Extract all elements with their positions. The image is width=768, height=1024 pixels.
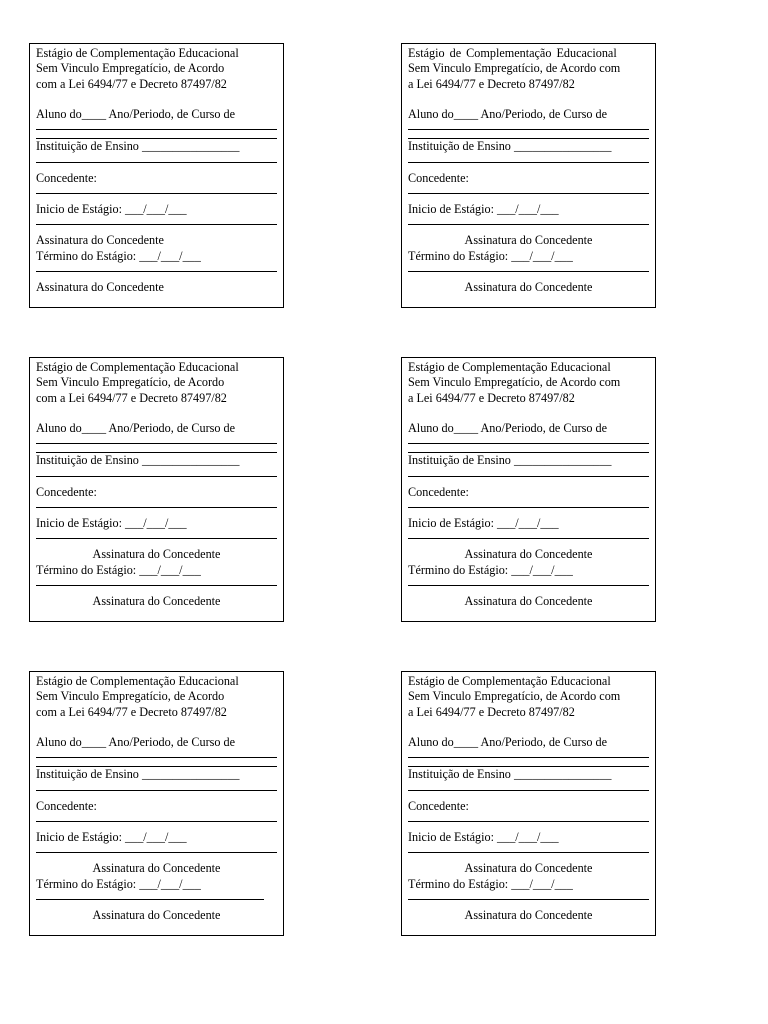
instituicao-line: Instituição de Ensino ________________: [408, 453, 612, 468]
assinatura-label: Assinatura do Concedente: [464, 547, 593, 562]
card-header-line-3: a Lei 6494/77 e Decreto 87497/82: [408, 76, 575, 91]
blank-line: [36, 814, 277, 822]
signature-line: [36, 892, 264, 900]
card-header-line-1: Estágio de Complementação Educacional: [408, 46, 617, 60]
internship-card-2: [401, 43, 656, 308]
termino-line: Término do Estágio: ___/___/___: [408, 562, 573, 577]
instituicao-line: Instituição de Ensino ________________: [36, 767, 240, 782]
assinatura-label: Assinatura do Concedente: [36, 279, 164, 294]
blank-line: [408, 186, 649, 194]
assinatura-label: Assinatura do Concedente: [464, 279, 593, 294]
card-header-line-2: Sem Vinculo Empregatício, de Acordo: [36, 61, 225, 76]
aluno-line: Aluno do____ Ano/Periodo, de Curso de: [36, 421, 236, 436]
inicio-line: Inicio de Estágio: ___/___/___: [408, 830, 559, 845]
blank-line: [408, 750, 649, 758]
blank-line: [36, 783, 277, 791]
termino-line: Término do Estágio: ___/___/___: [408, 876, 573, 891]
assinatura-label: Assinatura do Concedente: [464, 233, 593, 248]
signature-line: [408, 892, 649, 900]
blank-line: [408, 469, 649, 477]
blank-line: [36, 500, 277, 508]
card-header-line-3: com a Lei 6494/77 e Decreto 87497/82: [36, 390, 227, 405]
instituicao-line: Instituição de Ensino ________________: [36, 453, 240, 468]
concedente-line: Concedente:: [408, 798, 469, 813]
aluno-line: Aluno do____ Ano/Periodo, de Curso de: [36, 735, 236, 750]
card-header-line-2: Sem Vinculo Empregatício, de Acordo: [36, 375, 225, 390]
termino-line: Término do Estágio: ___/___/___: [36, 562, 201, 577]
concedente-line: Concedente:: [408, 170, 469, 185]
blank-line: [36, 122, 277, 130]
concedente-line: Concedente:: [36, 170, 97, 185]
inicio-line: Inicio de Estágio: ___/___/___: [36, 202, 187, 217]
blank-line: [408, 500, 649, 508]
inicio-line: Inicio de Estágio: ___/___/___: [408, 516, 559, 531]
instituicao-line: Instituição de Ensino ________________: [36, 139, 240, 154]
termino-line: Término do Estágio: ___/___/___: [36, 876, 201, 891]
concedente-line: Concedente:: [36, 798, 97, 813]
assinatura-label: Assinatura do Concedente: [464, 907, 593, 922]
internship-card-6: [401, 671, 656, 936]
assinatura-label: Assinatura do Concedente: [92, 547, 221, 562]
signature-line: [36, 264, 277, 272]
aluno-line: Aluno do____ Ano/Periodo, de Curso de: [408, 421, 608, 436]
concedente-line: Concedente:: [36, 484, 97, 499]
signature-line: [36, 531, 277, 539]
instituicao-line: Instituição de Ensino ________________: [408, 767, 612, 782]
card-header-line-3: com a Lei 6494/77 e Decreto 87497/82: [36, 76, 227, 91]
card-header-line-3: a Lei 6494/77 e Decreto 87497/82: [408, 704, 575, 719]
card-header-line-3: a Lei 6494/77 e Decreto 87497/82: [408, 390, 575, 405]
termino-line: Término do Estágio: ___/___/___: [408, 248, 573, 263]
card-header-line-1: Estágio de Complementação Educacional: [36, 46, 239, 60]
blank-line: [36, 186, 277, 194]
assinatura-label: Assinatura do Concedente: [464, 593, 593, 608]
assinatura-label: Assinatura do Concedente: [92, 907, 221, 922]
signature-line: [408, 264, 649, 272]
inicio-line: Inicio de Estágio: ___/___/___: [36, 516, 187, 531]
signature-line: [408, 217, 649, 225]
signature-line: [36, 217, 277, 225]
blank-line: [408, 436, 649, 444]
inicio-line: Inicio de Estágio: ___/___/___: [36, 830, 187, 845]
aluno-line: Aluno do____ Ano/Periodo, de Curso de: [408, 735, 608, 750]
card-header-line-1: Estágio de Complementação Educacional: [36, 674, 239, 688]
blank-line: [408, 783, 649, 791]
card-header-line-2: Sem Vinculo Empregatício, de Acordo com: [408, 61, 621, 76]
blank-line: [36, 750, 277, 758]
card-header-line-2: Sem Vinculo Empregatício, de Acordo: [36, 689, 225, 704]
blank-line: [408, 155, 649, 163]
aluno-line: Aluno do____ Ano/Periodo, de Curso de: [408, 107, 608, 122]
aluno-line: Aluno do____ Ano/Periodo, de Curso de: [36, 107, 236, 122]
termino-line: Término do Estágio: ___/___/___: [36, 248, 201, 263]
signature-line: [408, 845, 649, 853]
signature-line: [36, 845, 277, 853]
concedente-line: Concedente:: [408, 484, 469, 499]
card-header-line-2: Sem Vinculo Empregatício, de Acordo com: [408, 375, 621, 390]
internship-card-5: [29, 671, 284, 936]
assinatura-label: Assinatura do Concedente: [464, 861, 593, 876]
card-header-line-1: Estágio de Complementação Educacional: [36, 360, 239, 374]
internship-card-4: [401, 357, 656, 622]
assinatura-label: Assinatura do Concedente: [36, 233, 164, 248]
blank-line: [408, 814, 649, 822]
signature-line: [408, 578, 649, 586]
signature-line: [408, 531, 649, 539]
internship-card-1: [29, 43, 284, 308]
signature-line: [36, 578, 277, 586]
assinatura-label: Assinatura do Concedente: [92, 861, 221, 876]
card-header-line-3: com a Lei 6494/77 e Decreto 87497/82: [36, 704, 227, 719]
blank-line: [36, 155, 277, 163]
card-header-line-1: Estágio de Complementação Educacional: [408, 360, 611, 374]
assinatura-label: Assinatura do Concedente: [92, 593, 221, 608]
card-header-line-2: Sem Vinculo Empregatício, de Acordo com: [408, 689, 621, 704]
blank-line: [36, 436, 277, 444]
instituicao-line: Instituição de Ensino ________________: [408, 139, 612, 154]
inicio-line: Inicio de Estágio: ___/___/___: [408, 202, 559, 217]
blank-line: [408, 122, 649, 130]
internship-card-3: [29, 357, 284, 622]
card-header-line-1: Estágio de Complementação Educacional: [408, 674, 611, 688]
blank-line: [36, 469, 277, 477]
